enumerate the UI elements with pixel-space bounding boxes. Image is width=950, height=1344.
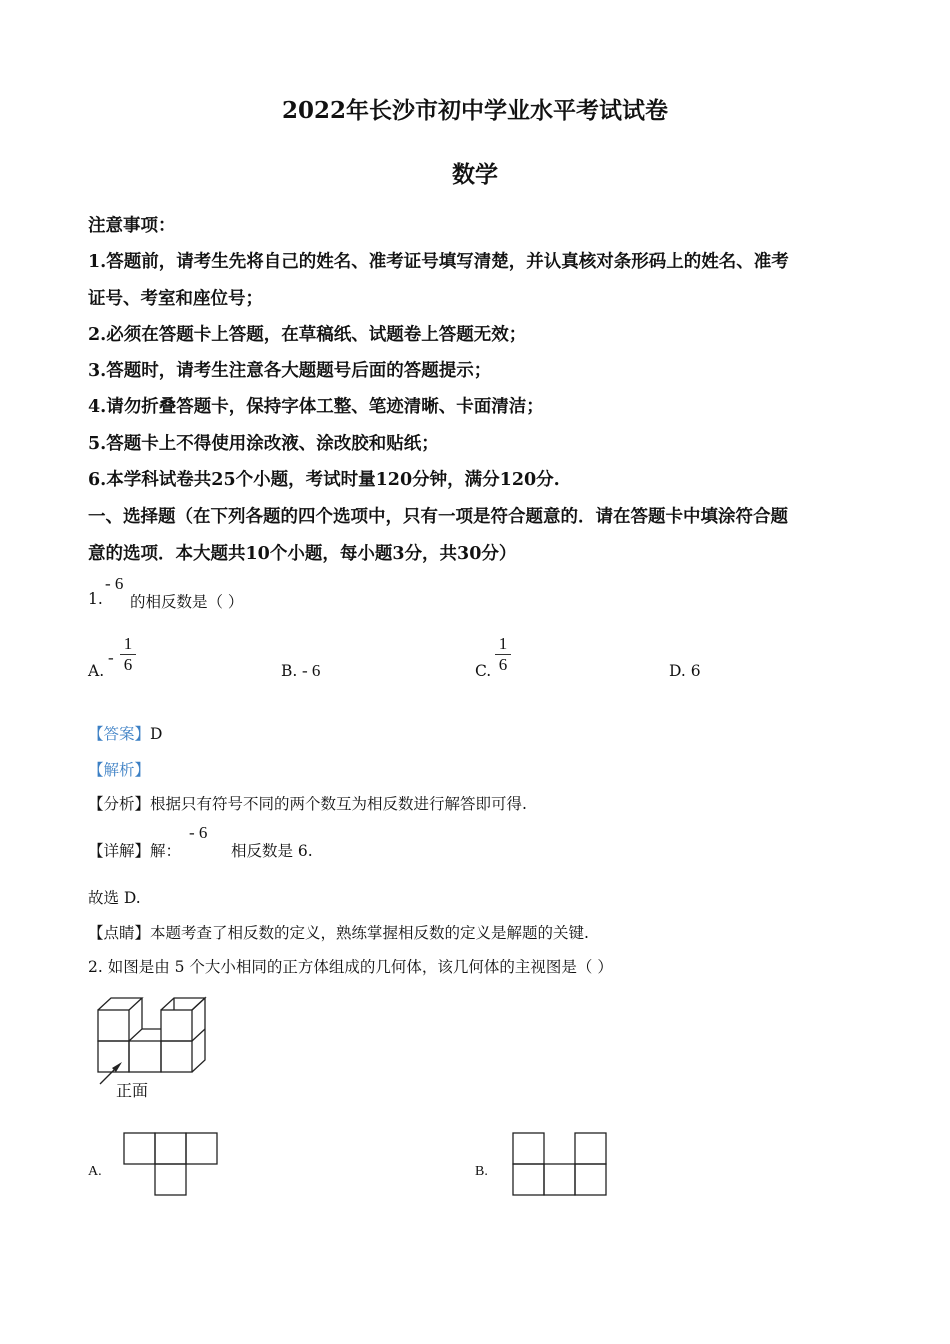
q1-option-b-value: - 6 xyxy=(302,661,321,680)
q1-number: 1. xyxy=(88,590,103,608)
section-1-line-2: 意的选项．本大题共10个小题，每小题3分，共30分） xyxy=(88,544,517,564)
analysis-tag: 【解析】 xyxy=(88,761,151,779)
front-label: 正面 xyxy=(116,1081,149,1100)
q1-option-c-denominator: 6 xyxy=(498,655,508,674)
q1-option-d: D. 6 xyxy=(669,662,701,680)
q1-option-c-numerator: 1 xyxy=(498,634,508,653)
notice-line-6: 6.本学科试卷共25个小题，考试时量120分钟，满分120分. xyxy=(88,470,560,490)
q1-stem: 的相反数是（ ） xyxy=(130,593,244,611)
q2-stem: 2. 如图是由 5 个大小相同的正方体组成的几何体，该几何体的主视图是（ ） xyxy=(88,958,613,976)
q1-option-a-denominator: 6 xyxy=(123,655,133,674)
page-title: 2022年长沙市初中学业水平考试试卷 xyxy=(281,97,668,124)
answer-value: D xyxy=(150,725,163,743)
notice-line-4: 4.请勿折叠答题卡，保持字体工整、笔迹清晰、卡面清洁； xyxy=(88,397,544,417)
q2-option-b-label: B. xyxy=(475,1164,488,1179)
q1-expr: - 6 xyxy=(105,574,124,593)
q1-comment: 【点睛】本题考查了相反数的定义，熟练掌握相反数的定义是解题的关键. xyxy=(88,924,589,942)
notice-line-2: 2.必须在答题卡上答题，在草稿纸、试题卷上答题无效； xyxy=(88,325,527,345)
q1-option-c-label: C. xyxy=(475,662,492,680)
notice-line-3: 3.答题时，请考生注意各大题题号后面的答题提示； xyxy=(88,361,492,381)
q1-option-a-numerator: 1 xyxy=(123,634,133,653)
q1-detail-suffix: 相反数是 6. xyxy=(231,842,313,860)
q1-choose: 故选 D. xyxy=(88,889,141,907)
q1-detail-prefix: 【详解】解： xyxy=(88,842,182,860)
q1-option-b-label: B. xyxy=(281,662,298,680)
notice-line-5: 5.答题卡上不得使用涂改液、涂改胶和贴纸； xyxy=(88,434,439,454)
q2-option-a-label: A. xyxy=(88,1164,102,1179)
q1-option-a-sign: - xyxy=(108,648,114,667)
subject-title: 数学 xyxy=(452,161,498,188)
notice-line-1a: 1.答题前，请考生先将自己的姓名、准考证号填写清楚，并认真核对条形码上的姓名、准考 xyxy=(88,252,789,272)
q1-detail-expr: - 6 xyxy=(189,823,208,842)
answer-tag: 【答案】 xyxy=(88,725,151,743)
q1-fenxi: 【分析】根据只有符号不同的两个数互为相反数进行解答即可得. xyxy=(88,795,527,813)
section-1-line-1: 一、选择题（在下列各题的四个选项中，只有一项是符合题意的．请在答题卡中填涂符合题 xyxy=(88,507,788,527)
notice-line-1b: 证号、考室和座位号； xyxy=(88,289,263,309)
notice-heading: 注意事项： xyxy=(88,216,176,236)
q1-option-a-label: A. xyxy=(88,662,105,680)
